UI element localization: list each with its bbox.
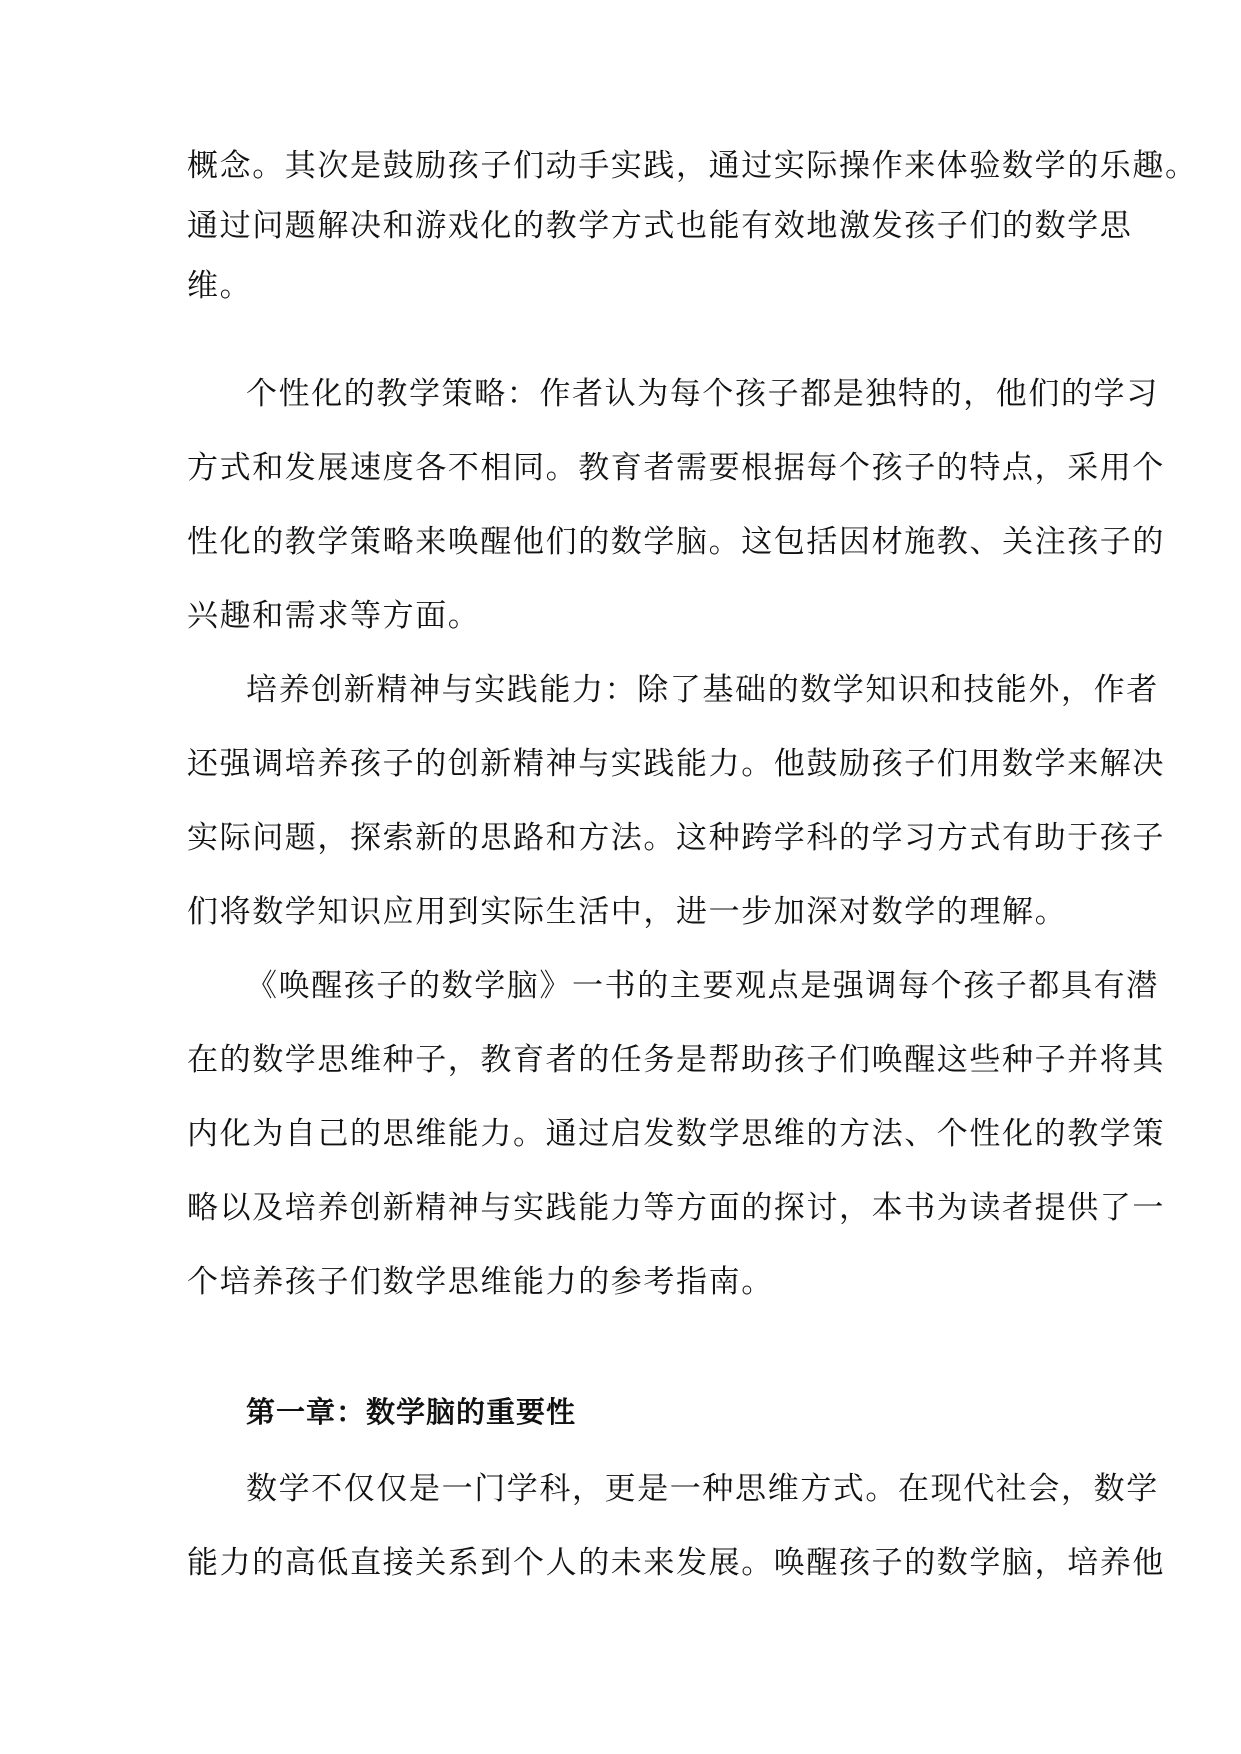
text-line: 兴趣和需求等方面。	[187, 598, 481, 634]
text-line: 在的数学思维种子，教育者的任务是帮助孩子们唤醒这些种子并将其	[187, 1042, 1165, 1078]
text-line: 们将数学知识应用到实际生活中，进一步加深对数学的理解。	[187, 894, 1068, 930]
text-line: 概念。其次是鼓励孩子们动手实践，通过实际操作来体验数学的乐趣。	[187, 148, 1198, 184]
text-line: 能力的高低直接关系到个人的未来发展。唤醒孩子的数学脑，培养他	[187, 1545, 1165, 1581]
text-line: 还强调培养孩子的创新精神与实践能力。他鼓励孩子们用数学来解决	[187, 746, 1165, 782]
chapter-heading: 第一章：数学脑的重要性	[246, 1395, 577, 1429]
text-line: 实际问题，探索新的思路和方法。这种跨学科的学习方式有助于孩子	[187, 820, 1165, 856]
text-line: 个性化的教学策略：作者认为每个孩子都是独特的，他们的学习	[246, 376, 1159, 412]
text-line: 内化为自己的思维能力。通过启发数学思维的方法、个性化的教学策	[187, 1116, 1165, 1152]
text-line: 维。	[187, 268, 253, 304]
text-line: 数学不仅仅是一门学科，更是一种思维方式。在现代社会，数学	[246, 1471, 1159, 1507]
text-line: 个培养孩子们数学思维能力的参考指南。	[187, 1264, 774, 1300]
text-line: 通过问题解决和游戏化的教学方式也能有效地激发孩子们的数学思	[187, 208, 1133, 244]
text-line: 《唤醒孩子的数学脑》一书的主要观点是强调每个孩子都具有潜	[246, 968, 1159, 1004]
text-line: 略以及培养创新精神与实践能力等方面的探讨，本书为读者提供了一	[187, 1190, 1165, 1226]
text-line: 性化的教学策略来唤醒他们的数学脑。这包括因材施教、关注孩子的	[187, 524, 1165, 560]
text-line: 方式和发展速度各不相同。教育者需要根据每个孩子的特点，采用个	[187, 450, 1165, 486]
text-line: 培养创新精神与实践能力：除了基础的数学知识和技能外，作者	[246, 672, 1159, 708]
